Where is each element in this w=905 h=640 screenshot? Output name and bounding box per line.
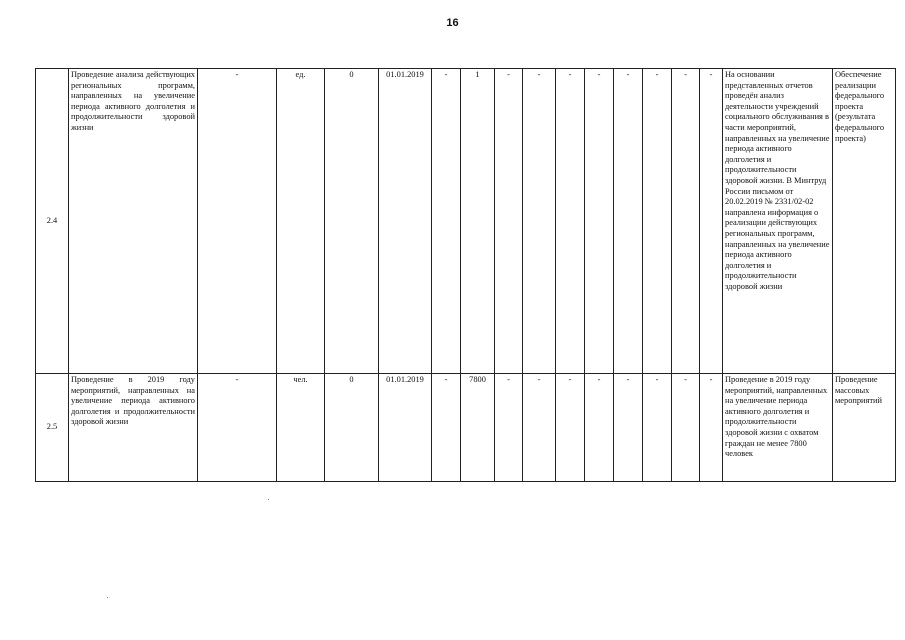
basis-cell: - <box>198 374 277 482</box>
event-name: Проведение в 2019 году мероприятий, направленных на увеличение периода активного долголетия и продолжительности здоровой жизни <box>69 374 198 482</box>
base-date-cell: 01.01.2019 <box>379 69 432 374</box>
scan-speck <box>107 597 108 598</box>
value-cell: - <box>556 69 585 374</box>
value-cell: - <box>495 374 523 482</box>
row-index: 2.4 <box>36 69 69 374</box>
unit-cell: ед. <box>277 69 325 374</box>
table-row <box>36 374 896 482</box>
event-name: Проведение анализа действующих региональных программ, направленных на увеличение периода активного долголетия и продолжительности здоровой жизни <box>69 69 198 374</box>
base-date-cell: 01.01.2019 <box>379 374 432 482</box>
value-cell: - <box>432 374 461 482</box>
basis-cell: - <box>198 69 277 374</box>
value-cell: - <box>672 374 700 482</box>
note-cell: Проведение в 2019 году мероприятий, направленных на увеличение периода активного долголетия и продолжительности здоровой жизни с охватом граждан не менее 7800 человек <box>723 374 833 482</box>
value-cell: - <box>672 69 700 374</box>
value-cell: - <box>643 69 672 374</box>
value-cell: - <box>556 374 585 482</box>
value-cell: - <box>585 69 614 374</box>
value-cell: - <box>585 374 614 482</box>
value-cell: - <box>700 69 723 374</box>
unit-cell: чел. <box>277 374 325 482</box>
table-row <box>36 69 896 374</box>
value-cell: - <box>643 374 672 482</box>
value-cell: - <box>432 69 461 374</box>
value-cell: 7800 <box>461 374 495 482</box>
value-cell: - <box>614 69 643 374</box>
page-number: 16 <box>446 17 459 29</box>
scan-speck <box>268 499 269 500</box>
row-index: 2.5 <box>36 374 69 482</box>
value-cell: - <box>700 374 723 482</box>
value-cell: 1 <box>461 69 495 374</box>
value-cell: - <box>523 69 556 374</box>
value-cell: - <box>523 374 556 482</box>
base-value-cell: 0 <box>325 69 379 374</box>
note-cell: На основании представленных отчетов проведён анализ деятельности учреждений социального обслуживания в части мероприятий, направленных на увеличение периода активного долголетия и продолжительности здоровой жизни. В Минтруд России письмом от 20.02.2019 № 2331/02-02 направлена информация о реализации действующих региональных программ, направленных на увеличение периода активного долголетия и продолжительности здоровой жизни <box>723 69 833 374</box>
result-cell: Обеспечение реализации федерального проекта (результата федерального проекта) <box>833 69 896 374</box>
base-value-cell: 0 <box>325 374 379 482</box>
report-table <box>35 68 896 482</box>
result-cell: Проведение массовых мероприятий <box>833 374 896 482</box>
value-cell: - <box>495 69 523 374</box>
value-cell: - <box>614 374 643 482</box>
